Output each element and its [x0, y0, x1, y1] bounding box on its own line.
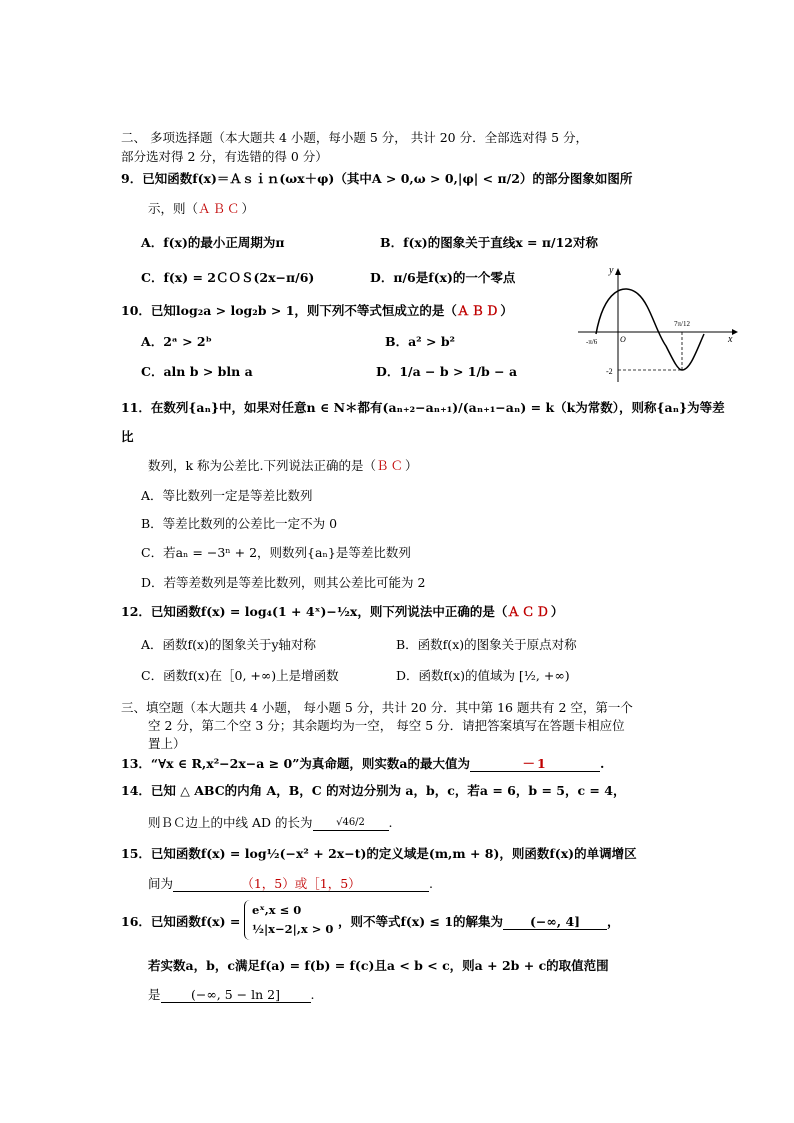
q11-option-a: A．等比数列一定是等差比数列 [141, 488, 313, 503]
q9-stem: 9．已知函数f(x)＝Ａｓｉｎ(ωx＋φ)（其中A > 0,ω > 0,|φ| < π/2）的部分图象如图所 [121, 171, 633, 186]
q10-option-b: B．a² > b² [385, 334, 456, 349]
q10-option-d: D．1/a − b > 1/b − a [376, 364, 518, 379]
graph-y-label: y [609, 265, 614, 276]
q12-option-d: D．函数f(x)的值域为 [½, +∞) [396, 668, 570, 683]
q11-option-b: B．等差比数列的公差比一定不为 0 [141, 516, 338, 531]
sine-graph [578, 262, 738, 387]
q13-answer-blank: －1 [470, 756, 600, 772]
section-2-heading: 二、 多项选择题（本大题共 4 小题，每小题 5 分， 共计 20 分．全部选对得 5 分， [121, 130, 588, 145]
q16-stem-2: 若实数a，b，c满足f(a) = f(b) = f(c)且a < b < c，则a + 2b + c的取值范围 [148, 958, 609, 973]
q9-option-d: D．π/6是f(x)的一个零点 [370, 270, 516, 285]
q11-option-d: D．若等差数列是等差比数列，则其公差比可能为 2 [141, 575, 426, 590]
q10-answer: ＡＢＤ [456, 303, 501, 318]
q9-stem-2: 示，则（ＡＢＣ） [148, 201, 255, 216]
q12-stem: 12．已知函数f(x) = log₄(1 + 4ˣ)−½x，则下列说法中正确的是（ＡＣＤ） [121, 604, 564, 619]
q14-stem-2: 则ＢＣ边上的中线 AD 的长为 √46/2 . [148, 815, 393, 830]
q12-option-a: A．函数f(x)的图象关于y轴对称 [141, 637, 317, 652]
section-2-heading-cont: 部分选对得 2 分，有选错的得 0 分） [121, 149, 328, 164]
q9-option-a: A．f(x)的最小正周期为π [141, 235, 285, 250]
q11-stem-wrap: 比 [121, 429, 134, 444]
q14-stem: 14．已知 △ ABC的内角 A，B，C 的对边分别为 a，b，c，若a = 6，b = 5，c = 4， [121, 783, 626, 798]
graph-x-label: x [728, 334, 733, 345]
q9-answer: ＡＢＣ [198, 201, 242, 216]
q11-stem-2: 数列，k 称为公差比.下列说法正确的是（ＢＣ） [148, 458, 418, 473]
graph-min-label: -2 [606, 367, 613, 376]
q16-stem-3: 是 (−∞, 5 − ln 2] . [148, 987, 315, 1002]
graph-tick-neg-pi-6: -π/6 [586, 338, 598, 346]
graph-tick-7pi-12: 7π/12 [674, 320, 690, 328]
q16-answer-2-blank: (−∞, 5 − ln 2] [161, 987, 311, 1003]
q10-stem: 10．已知log₂a > log₂b > 1，则下列不等式恒成立的是（ＡＢＤ） [121, 303, 513, 318]
q12-option-c: C．函数f(x)在［0, +∞)上是增函数 [141, 668, 339, 683]
q11-stem: 11．在数列{aₙ}中，如果对任意n ∈ N＊都有(aₙ₊₂−aₙ₊₁)/(aₙ₊₁−aₙ) = k（k为常数），则称{aₙ}为等差 [121, 400, 725, 415]
section-3-heading: 三、填空题（本大题共 4 小题， 每小题 5 分，共计 20 分．其中第 16 题共有 2 空，第一个 [121, 700, 633, 715]
q16-case-2: ½|x−2|,x > 0 [252, 922, 334, 936]
q9-option-b: B．f(x)的图象关于直线x = π/12对称 [380, 235, 598, 250]
q11-answer: ＢＣ [376, 458, 406, 473]
q12-answer: ＡＣＤ [507, 604, 551, 619]
q9-option-c: C．f(x) = 2ＣＯＳ(2x−π/6) [141, 270, 315, 285]
q13-stem: 13．“∀x ∈ R,x²−2x−a ≥ 0”为真命题，则实数a的最大值为 －1 . [121, 756, 605, 771]
q15-stem-2: 间为 （1，5）或［1，5） . [148, 876, 433, 891]
q14-answer-blank: √46/2 [313, 815, 389, 831]
q12-option-b: B．函数f(x)的图象关于原点对称 [396, 637, 577, 652]
q16-case-1: eˣ,x ≤ 0 [252, 903, 302, 917]
q10-option-c: C．aln b > bln a [141, 364, 253, 379]
q15-answer-blank: （1，5）或［1，5） [173, 876, 429, 892]
section-3-heading-cont: 空 2 分，第二个空 3 分；其余题均为一空， 每空 5 分．请把答案填写在答题卡相应位 [148, 718, 625, 733]
q11-option-c: C．若aₙ = −3ⁿ + 2，则数列{aₙ}是等差比数列 [141, 545, 411, 560]
q15-stem: 15．已知函数f(x) = log½(−x² + 2x−t)的定义域是(m,m + 8)，则函数f(x)的单调增区 [121, 846, 637, 861]
q10-option-a: A．2ᵃ > 2ᵇ [141, 334, 212, 349]
q16-answer-1-blank: (−∞, 4] [503, 914, 607, 930]
graph-origin-label: O [620, 335, 626, 344]
q16-stem-pre: 16．已知函数f(x) = [121, 914, 241, 929]
section-3-heading-cont-2: 置上） [148, 736, 186, 751]
q16-stem-mid: ，则不等式f(x) ≤ 1的解集为 (−∞, 4] ， [338, 914, 620, 929]
